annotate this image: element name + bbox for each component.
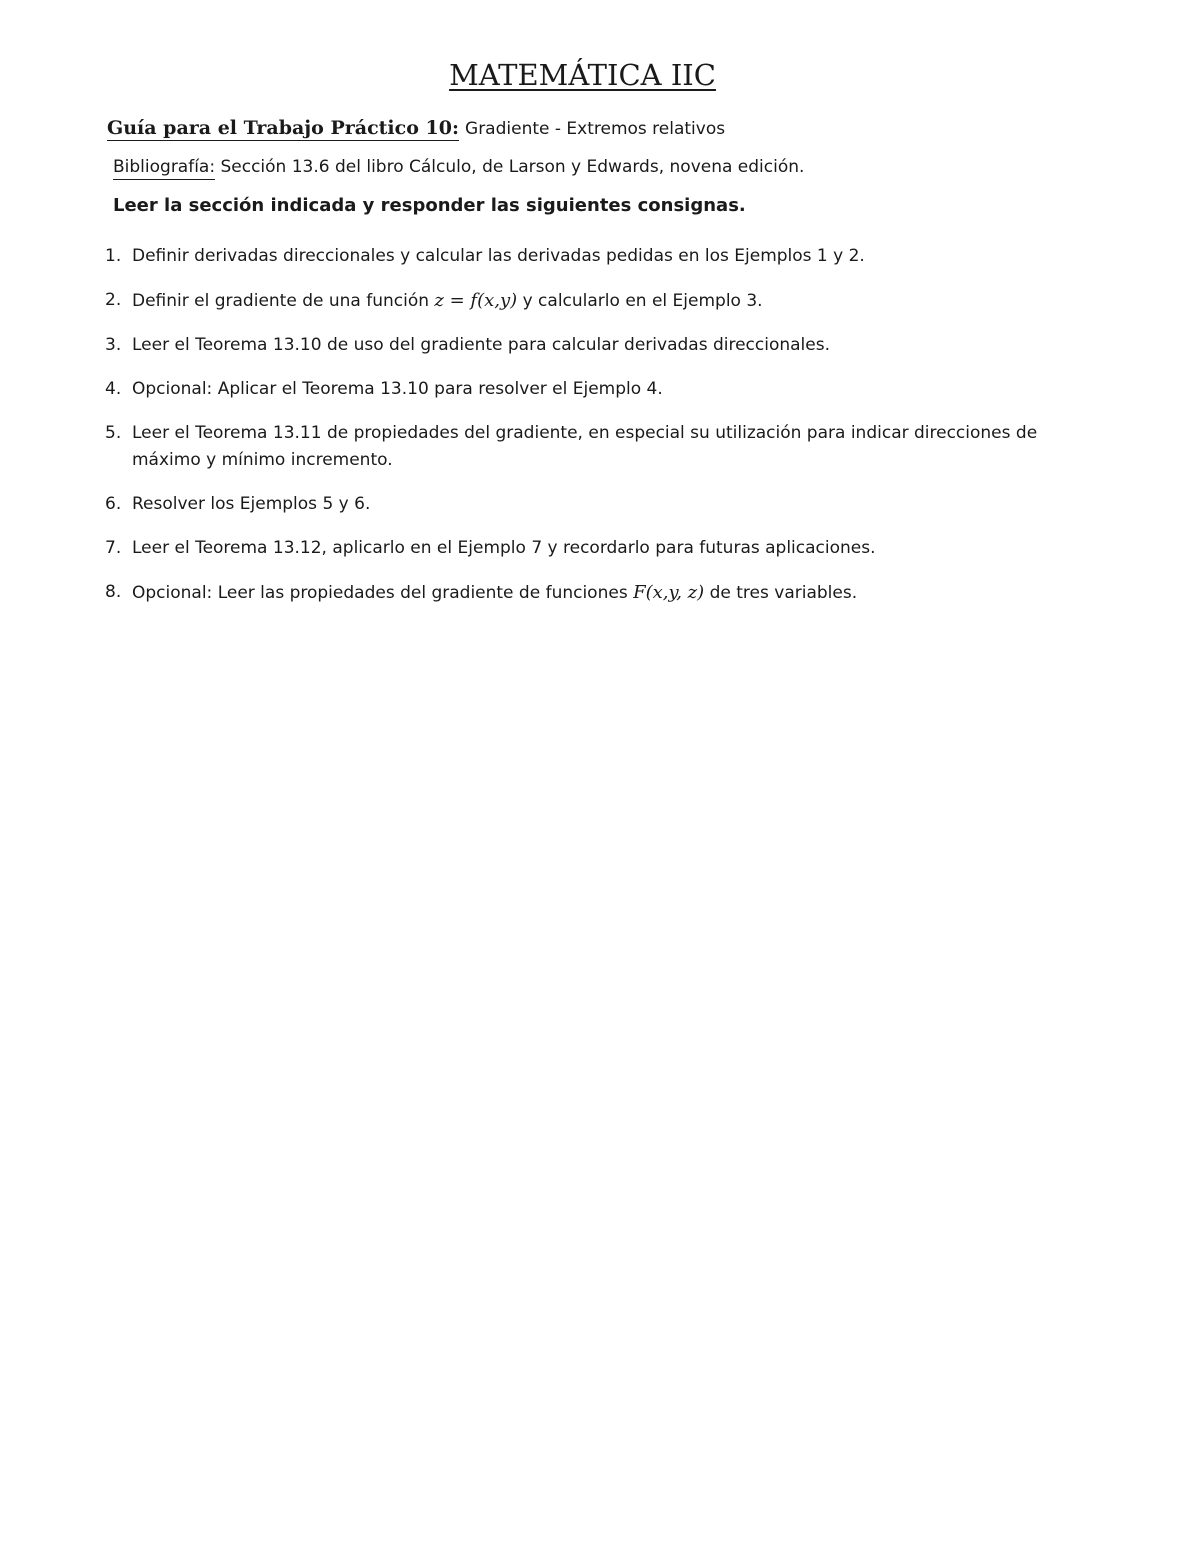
task-text-before: Opcional: Leer las propiedades del gradiente de funciones (132, 583, 634, 603)
guide-label: Guía para el Trabajo Práctico 10: (107, 117, 459, 139)
task-list (105, 243, 1105, 624)
bibliography (113, 157, 804, 177)
guide-topic: Gradiente - Extremos relativos (465, 119, 726, 139)
guide-header (107, 117, 725, 139)
math-expression: F(x,y, z) (633, 582, 705, 603)
task-number: 1. (105, 246, 122, 266)
task-text: Leer el Teorema 13.12, aplicarlo en el Ejemplo 7 y recordarlo para futuras aplicaciones. (132, 538, 876, 558)
task-text: Opcional: Aplicar el Teorema 13.10 para resolver el Ejemplo 4. (132, 379, 663, 399)
bibliography-label: Bibliografía: (113, 157, 215, 180)
task-text-after: y calcularlo en el Ejemplo 3. (517, 291, 763, 311)
page-title: MATEMÁTICA IIC (449, 58, 716, 92)
task-text: Leer el Teorema 13.10 de uso del gradiente para calcular derivadas direccionales. (132, 335, 831, 355)
task-text: Leer el Teorema 13.11 de propiedades del gradiente, en especial su utilización para indicar direcciones de máximo y mínimo incremento. (132, 423, 1038, 470)
task-text (132, 287, 1105, 315)
task-text (132, 579, 1105, 607)
math-expression: z = f(x,y) (434, 290, 518, 311)
task-item-1 (105, 243, 1105, 270)
task-item-4 (105, 376, 1105, 403)
task-text-after: de tres variables. (704, 583, 858, 603)
task-number: 6. (105, 494, 122, 514)
task-number: 2. (105, 290, 122, 310)
task-item-6 (105, 491, 1105, 518)
task-number: 4. (105, 379, 122, 399)
task-number: 3. (105, 335, 122, 355)
task-text: Resolver los Ejemplos 5 y 6. (132, 494, 371, 514)
task-item-3 (105, 332, 1105, 359)
task-text-before: Definir el gradiente de una función (132, 291, 435, 311)
task-item-2 (105, 287, 1105, 315)
task-item-7 (105, 535, 1105, 562)
task-number: 7. (105, 538, 122, 558)
bibliography-text: Sección 13.6 del libro Cálculo, de Larson y Edwards, novena edición. (220, 157, 805, 177)
task-number: 8. (105, 582, 122, 602)
task-item-5 (105, 420, 1105, 474)
task-number: 5. (105, 423, 122, 443)
task-item-8 (105, 579, 1105, 607)
instruction: Leer la sección indicada y responder las siguientes consignas. (113, 195, 746, 216)
task-text: Definir derivadas direccionales y calcular las derivadas pedidas en los Ejemplos 1 y 2. (132, 246, 865, 266)
